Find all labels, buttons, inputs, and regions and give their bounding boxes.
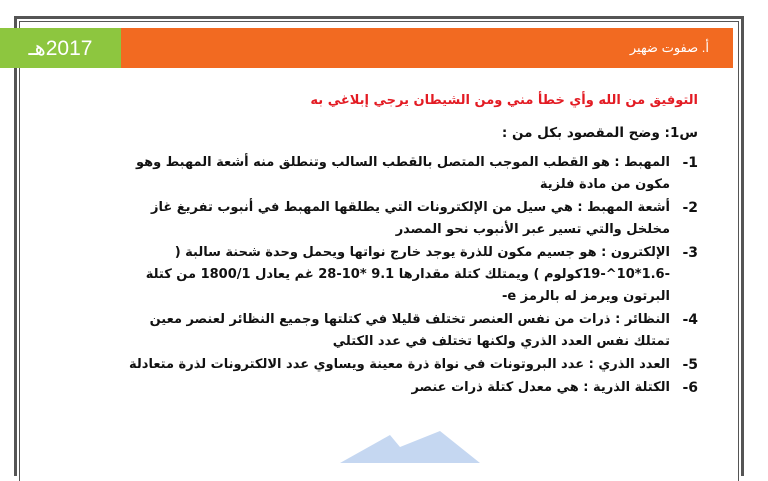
item-number: -2 xyxy=(682,200,698,216)
definition-item xyxy=(120,242,698,308)
item-text: الإلكترون : هو جسيم مكون للذرة يوجد خارج نواتها ويحمل وحدة شحنة سالبة ( -1.6*10^-19كولوم ) ويمتلك كتلة مقدارها 9.1 *10-28 غم يعادل 1800/1 من كتلة البرتون ويرمز له بالرمز e- xyxy=(145,245,670,304)
definition-item xyxy=(120,309,698,353)
definition-item xyxy=(120,354,698,376)
item-text: أشعة المهبط : هي سيل من الإلكترونات التي يطلقها المهبط في أنبوب تفريغ غاز مخلخل والتي تسير عبر الأنبوب نحو المصدر xyxy=(150,200,670,237)
watermark-logo xyxy=(330,425,490,465)
item-text: المهبط : هو القطب الموجب المتصل بالقطب السالب وتنطلق منه أشعة المهبط وهو مكون من مادة فلزية xyxy=(135,155,670,192)
item-text: العدد الذري : عدد البروتونات في نواة ذرة معينة ويساوي عدد الالكترونات لذرة متعادلة xyxy=(129,357,670,372)
item-number: -1 xyxy=(682,155,698,171)
author-label: أ. صفوت ضهير xyxy=(629,40,709,55)
header-bar xyxy=(0,28,740,68)
question-heading: س1: وضح المقصود بكل من : xyxy=(501,125,698,141)
note-line: التوفيق من الله وأي خطأ مني ومن الشيطان يرجي إبلاغي به xyxy=(310,93,698,108)
item-number: -6 xyxy=(682,380,698,396)
year-box xyxy=(0,28,121,68)
definition-item xyxy=(120,377,698,399)
document-body xyxy=(120,90,698,400)
definition-item xyxy=(120,197,698,241)
definitions-list xyxy=(120,152,698,399)
year-label: 2017هـ xyxy=(28,36,93,60)
item-number: -3 xyxy=(682,245,698,261)
item-number: -5 xyxy=(682,357,698,373)
item-number: -4 xyxy=(682,312,698,328)
definition-item xyxy=(120,152,698,196)
author-box xyxy=(121,28,733,68)
item-text: النظائر : ذرات من نفس العنصر تختلف قليلا في كتلتها وجميع النظائر لعنصر معين تمتلك نفس العدد الذري ولكنها تختلف في عدد الكتلي xyxy=(149,312,670,349)
item-text: الكتلة الذرية : هي معدل كتلة ذرات عنصر xyxy=(411,380,670,395)
